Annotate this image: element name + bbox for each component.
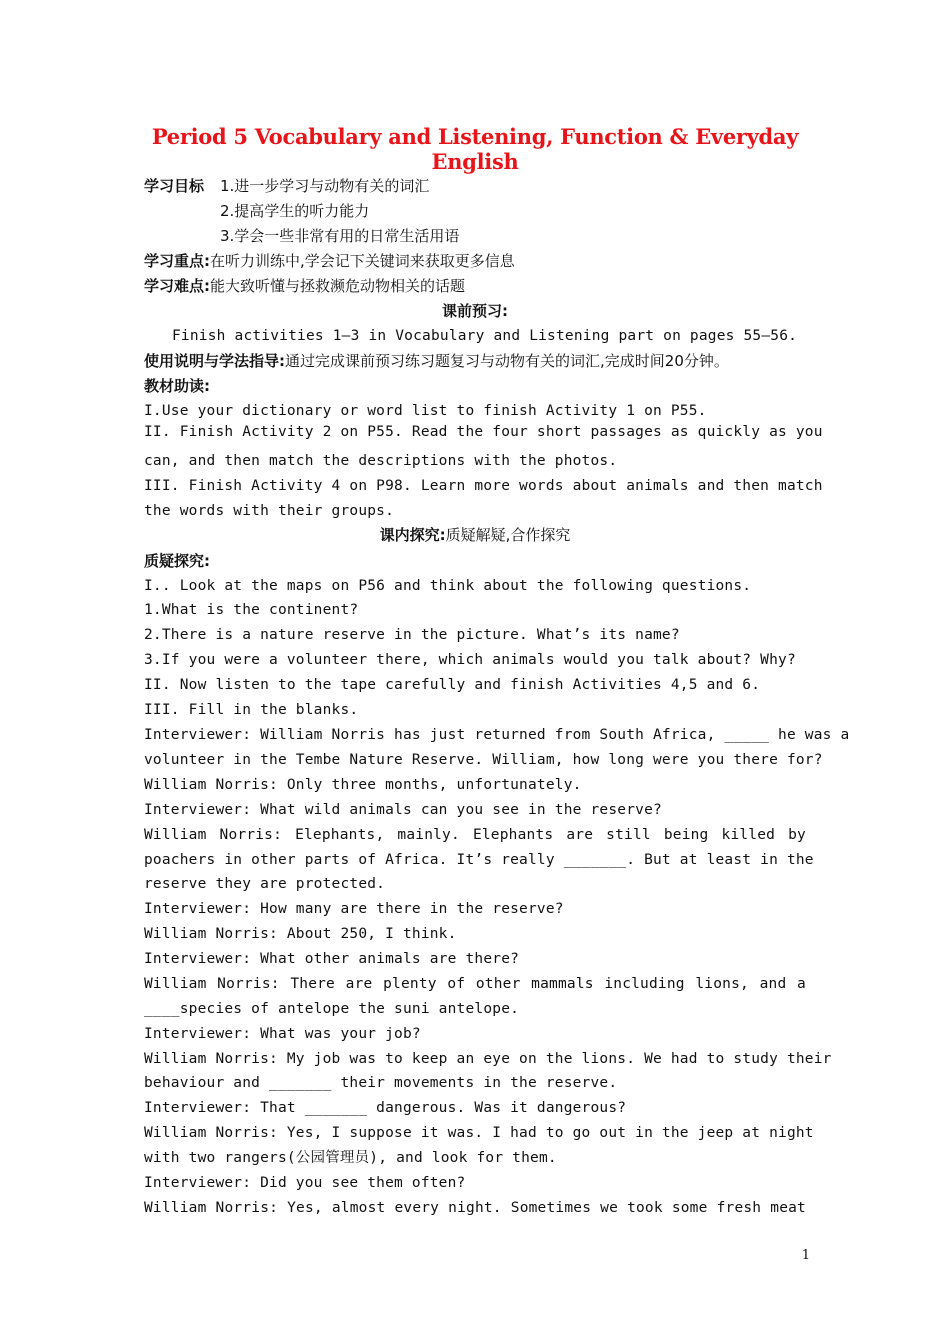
inquiry-line: 1.What is the continent? [144,602,359,618]
dialogue-line: William Norris: Only three months, unfortunately. [144,777,582,793]
inclass-label: 课内探究: [379,526,446,544]
dialogue-line: Interviewer: What wild animals can you see in the reserve? [144,802,662,818]
instructions-label: 使用说明与学法指导: [144,352,285,370]
textbook-line: I.Use your dictionary or word list to finish Activity 1 on P55. [144,403,707,419]
preview-heading: 课前预习: [442,302,508,320]
instructions-text: 通过完成课前预习练习题复习与动物有关的词汇,完成时间20分钟。 [285,352,729,370]
difficulty-row [144,276,806,296]
difficulty-text: 能大致听懂与拯救濒危动物相关的话题 [210,277,466,295]
inquiry-line: 3.If you were a volunteer there, which animals would you talk about? Why? [144,652,796,668]
dialogue-line: William Norris: About 250, I think. [144,926,457,942]
dialogue-line: William Norris: Elephants, mainly. Elephants are still being killed by [144,827,806,843]
dialogue-line: Interviewer: What other animals are there? [144,951,520,967]
dialogue-line: William Norris: My job was to keep an eye on the lions. We had to study their [144,1051,832,1067]
dialogue-line: reserve they are protected. [144,876,386,892]
dialogue-line: poachers in other parts of Africa. It’s really _______. But at least in the [144,852,814,868]
objective-item-2: 2.提高学生的听力能力 [220,202,370,220]
dialogue-line: volunteer in the Tembe Nature Reserve. William, how long were you there for? [144,752,823,768]
objective-item-3: 3.学会一些非常有用的日常生活用语 [220,227,460,245]
textbook-line: II. Finish Activity 2 on P55. Read the four short passages as quickly as you [144,424,823,440]
dialogue-line: Interviewer: What was your job? [144,1026,421,1042]
textbook-label: 教材助读: [144,377,210,395]
focus-row [144,251,806,271]
textbook-line: can, and then match the descriptions with the photos. [144,453,618,469]
objectives-row [144,176,806,196]
dialogue-line: with two rangers(公园管理员), and look for them. [144,1150,557,1166]
objective-item-1: 1.进一步学习与动物有关的词汇 [220,177,430,195]
difficulty-label: 学习难点: [144,277,210,295]
dialogue-line: Interviewer: Did you see them often? [144,1175,466,1191]
page-number: 1 [801,1248,810,1263]
dialogue-line: Interviewer: How many are there in the reserve? [144,901,564,917]
inquiry-label: 质疑探究: [144,552,210,570]
dialogue-line: Interviewer: That _______ dangerous. Was it dangerous? [144,1100,627,1116]
dialogue-line: William Norris: Yes, I suppose it was. I had to go out in the jeep at night [144,1125,814,1141]
focus-label: 学习重点: [144,252,210,270]
inclass-row [144,525,806,545]
dialogue-line: William Norris: There are plenty of other mammals including lions, and a [144,976,806,992]
dialogue-line: William Norris: Yes, almost every night. Sometimes we took some fresh meat [144,1200,806,1216]
textbook-line: the words with their groups. [144,503,395,519]
inquiry-line: I.. Look at the maps on P56 and think about the following questions. [144,578,752,594]
inclass-text: 质疑解疑,合作探究 [445,526,571,544]
inquiry-line: II. Now listen to the tape carefully and finish Activities 4,5 and 6. [144,677,761,693]
focus-text: 在听力训练中,学会记下关键词来获取更多信息 [210,252,515,270]
dialogue-line: ____species of antelope the suni antelope. [144,1001,520,1017]
instructions-row [144,351,806,371]
dialogue-line: behaviour and _______ their movements in the reserve. [144,1075,618,1091]
inquiry-line: 2.There is a nature reserve in the picture. What’s its name? [144,627,680,643]
dialogue-line: Interviewer: William Norris has just returned from South Africa, _____ he was a [144,727,850,743]
objectives-label: 学习目标 [144,177,205,195]
inquiry-line: III. Fill in the blanks. [144,702,359,718]
textbook-line: III. Finish Activity 4 on P98. Learn more words about animals and then match [144,478,823,494]
page-title: Period 5 Vocabulary and Listening, Function & Everyday English [151,124,799,174]
preview-text: Finish activities 1—3 in Vocabulary and Listening part on pages 55—56. [172,328,798,344]
